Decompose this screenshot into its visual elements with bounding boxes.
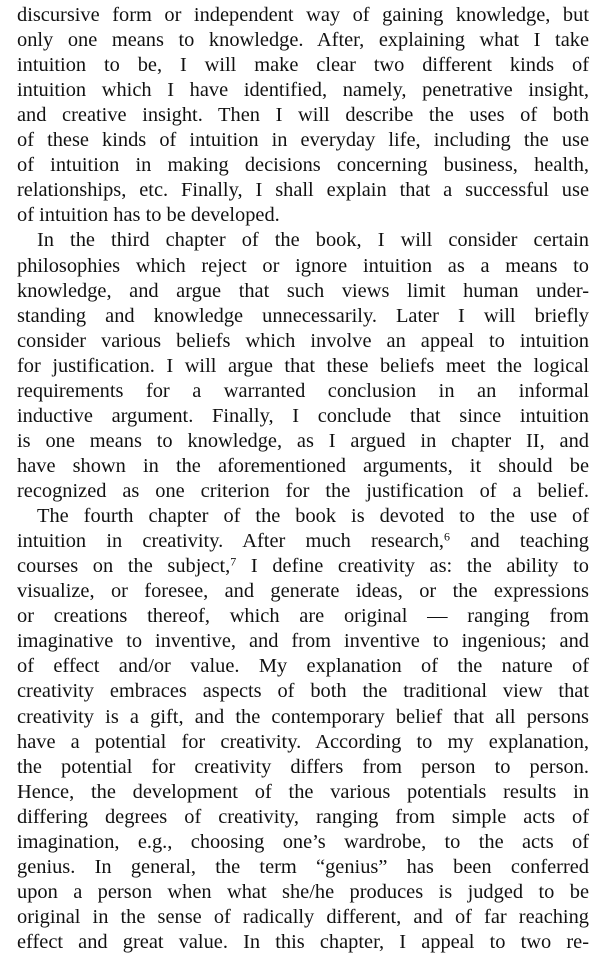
line-segment: courses on the subject, (17, 555, 231, 578)
footnote-ref[interactable]: 7 (230, 554, 237, 569)
text-line: philosophies which reject or ignore intuition as a means to (17, 254, 589, 277)
text-line: the potential for creativity differs from person to person. (17, 755, 589, 778)
text-line: intuition which I have identified, namely, penetrative insight, (17, 79, 589, 102)
text-line: differing degrees of creativity, ranging from simple acts of (17, 805, 589, 828)
line-segment: and teaching (450, 530, 589, 553)
text-line: In the third chapter of the book, I will consider certain (37, 229, 589, 252)
text-line: for justification. I will argue that these beliefs meet the logical (17, 354, 589, 377)
text-line: and creative insight. Then I will describe the uses of both (17, 104, 589, 127)
text-line: knowledge, and argue that such views limit human under- (17, 279, 589, 302)
text-line: is one means to knowledge, as I argued in chapter II, and (17, 429, 589, 452)
text-line: upon a person when what she/he produces is judged to be (17, 880, 589, 903)
text-line: consider various beliefs which involve an appeal to intuition (17, 329, 589, 352)
text-line: relationships, etc. Finally, I shall explain that a successful use (17, 179, 589, 202)
footnote-ref[interactable]: 6 (444, 529, 451, 544)
text-line: recognized as one criterion for the justification of a belief. (17, 480, 589, 503)
book-page (17, 0, 589, 955)
text-line: or creations thereof, which are original — ranging from (17, 605, 589, 628)
line-segment: intuition in creativity. After much research, (17, 530, 445, 553)
text-line: creativity embraces aspects of both the traditional view that (17, 680, 589, 703)
text-line: only one means to knowledge. After, explaining what I take (17, 29, 589, 52)
line-segment: I define creativity as: the ability to (236, 555, 590, 578)
text-line: inductive argument. Finally, I conclude that since intuition (17, 404, 589, 427)
text-line: of intuition has to be developed. (17, 204, 280, 227)
text-line: discursive form or independent way of gaining knowledge, but (17, 4, 589, 26)
text-line: standing and knowledge unnecessarily. Later I will briefly (17, 304, 589, 327)
text-line: requirements for a warranted conclusion in an informal (17, 379, 589, 402)
text-line: imaginative to inventive, and from inventive to ingenious; and (17, 630, 589, 653)
text-line (17, 527, 589, 555)
text-line: of intuition in making decisions concerning business, health, (17, 154, 589, 177)
text-line: creativity is a gift, and the contemporary belief that all persons (17, 705, 589, 728)
text-line: have a potential for creativity. According to my explanation, (17, 730, 589, 753)
text-line (17, 552, 589, 580)
text-line: of these kinds of intuition in everyday life, including the use (17, 129, 589, 152)
text-line: visualize, or foresee, and generate ideas, or the expressions (17, 580, 589, 603)
text-line: intuition to be, I will make clear two different kinds of (17, 54, 589, 77)
text-line: have shown in the aforementioned arguments, it should be (17, 454, 589, 477)
text-line: original in the sense of radically different, and of far reaching (17, 905, 589, 928)
text-line: Hence, the development of the various potentials results in (17, 780, 589, 803)
text-line: The fourth chapter of the book is devoted to the use of (37, 505, 589, 528)
text-line: effect and great value. In this chapter, I appeal to two re- (17, 931, 589, 953)
text-line: imagination, e.g., choosing one’s wardrobe, to the acts of (17, 830, 589, 853)
text-line: of effect and/or value. My explanation of the nature of (17, 655, 589, 678)
text-line: genius. In general, the term “genius” has been conferred (17, 855, 589, 878)
